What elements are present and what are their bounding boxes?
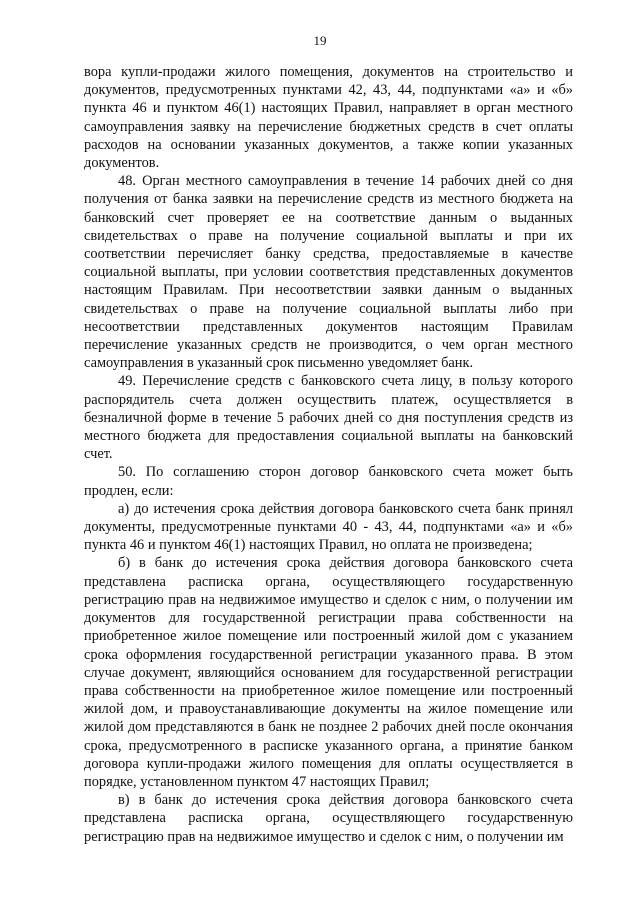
- document-body: [84, 63, 573, 846]
- paragraph-48: 48. Орган местного самоуправления в течение 14 рабочих дней со дня получения от банка заявки на перечисление средств из местного бюджета на банковский счет проверяет ее на соответствие данным о выданных свидетельствах о праве на получение социальной выплаты и при их соответствии перечисляет банку средства, предоставляемые в качестве социальной выплаты, при условии соответствия представленных документов настоящим Правилам. При несоответствии заявки данным о выданных свидетельствах о праве на получение социальной выплаты либо при несоответствии представленных документов настоящим Правилам перечисление указанных средств не производится, о чем орган местного самоуправления в указанный срок письменно уведомляет банк.: [84, 173, 573, 372]
- paragraph-47-continuation: вора купли-продажи жилого помещения, документов на строительство и документов, предусмотренных пунктами 42, 43, 44, подпунктами «а» и «б» пункта 46 и пунктом 46(1) настоящих Правил, направляет в орган местного самоуправления заявку на перечисление бюджетных средств в счет оплаты расходов на основании указанных документов, а также копии указанных документов.: [84, 64, 573, 172]
- paragraph-50: 50. По соглашению сторон договор банковского счета может быть продлен, если:: [84, 464, 573, 499]
- paragraph-49: 49. Перечисление средств с банковского счета лицу, в пользу которого распорядитель счета должен осуществить платеж, осуществляется в безналичной форме в течение 5 рабочих дней со дня поступления средств из местного бюджета для предоставления социальной выплаты на банковский счет.: [84, 373, 573, 463]
- paragraph-50-subitem-v: в) в банк до истечения срока действия договора банковского счета представлена расписка органа, осуществляющего государственную регистрацию прав на недвижимое имущество и сделок с ним, о получении им: [84, 792, 573, 845]
- paragraph-50-subitem-b: б) в банк до истечения срока действия договора банковского счета представлена расписка органа, осуществляющего государственную регистрацию прав на недвижимое имущество и сделок с ним, о получении им документов для государственной регистрации права собственности на приобретенное жилое помещение или построенный жилой дом с указанием срока оформления государственной регистрации указанного права. В этом случае документ, являющийся основанием для государственной регистрации права собственности на приобретенное жилое помещение или построенный жилой дом, и правоустанавливающие документы на жилое помещение или жилой дом представляются в банк не позднее 2 рабочих дней после окончания срока, предусмотренного в расписке указанного органа, а принятие банком договора купли-продажи жилого помещения для оплаты осуществляется в порядке, установленном пунктом 47 настоящих Правил;: [84, 555, 573, 790]
- paragraph-50-subitem-a: а) до истечения срока действия договора банковского счета банк принял документы, предусмотренные пунктами 40 - 43, 44, подпунктами «а» и «б» пункта 46 и пунктом 46(1) настоящих Правил, но оплата не произведена;: [84, 500, 573, 554]
- page-number: 19: [313, 33, 327, 48]
